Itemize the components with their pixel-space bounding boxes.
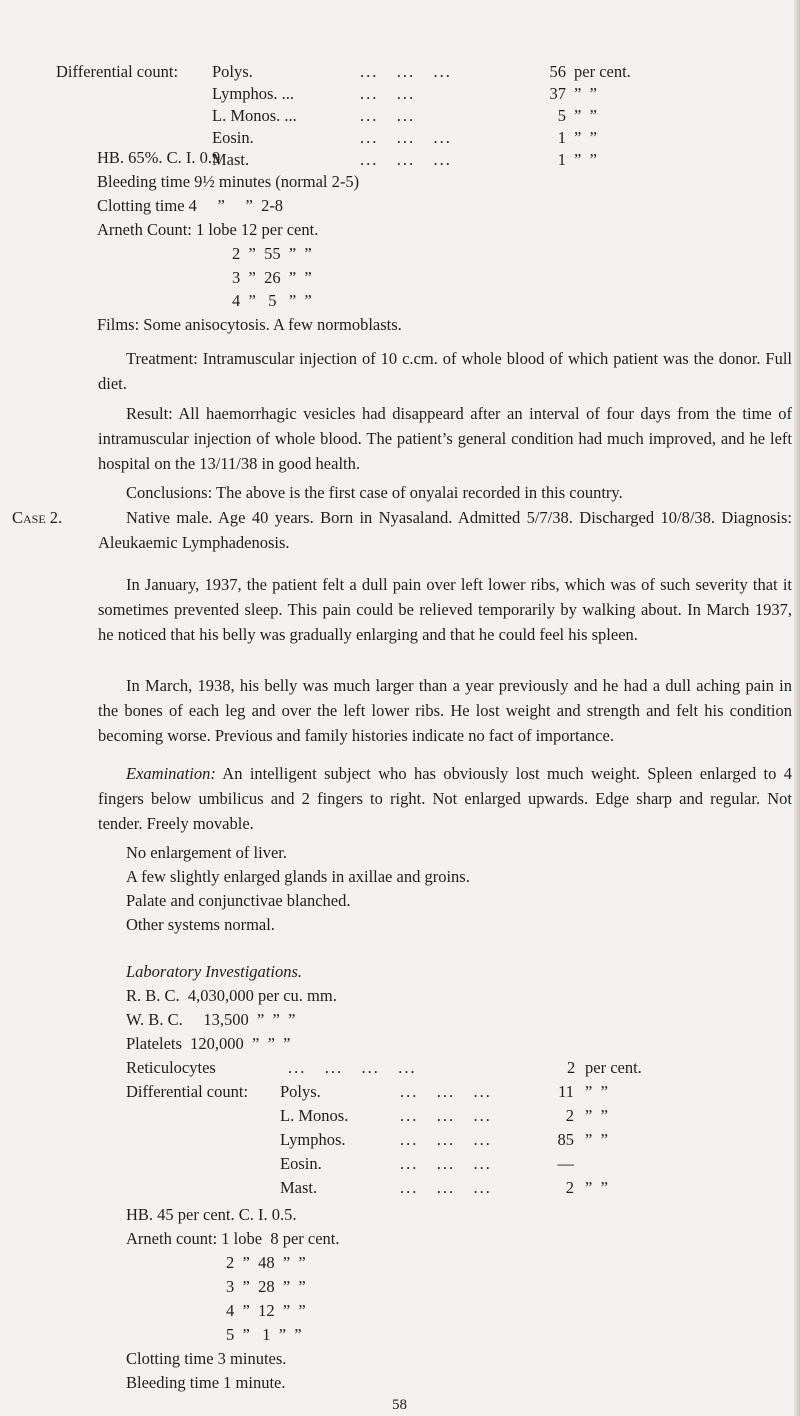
examination-paragraph	[98, 761, 792, 836]
history-paragraph-1: In January, 1937, the patient felt a dull pain over left lower ribs, which was of such severity that it sometimes prevented sleep. This pain could be relieved temporarily by walking about. In March 1937, he noticed that his belly was gradually enlarging and that he could feel his spleen.	[98, 575, 792, 644]
hb-line-case2: HB. 45 per cent. C. I. 0.5.	[126, 1205, 297, 1224]
bleeding-time-case2: Bleeding time 1 minute.	[126, 1373, 286, 1392]
differential-cell-value: —	[557, 1154, 574, 1173]
differential-cell-value: 37	[549, 84, 566, 103]
differential-leader: ... ... ...	[400, 1130, 492, 1149]
case2-intro: Native male. Age 40 years. Born in Nyasaland. Admitted 5/7/38. Discharged 10/8/38. Diagnosis: Aleukaemic Lymphadenosis.	[98, 508, 792, 552]
differential-cell-name: Polys.	[212, 62, 253, 81]
reticulocytes-leader: ... ... ... ...	[288, 1058, 417, 1077]
differential-cell-name: Mast.	[212, 150, 250, 169]
reticulocytes-unit: per cent.	[585, 1058, 642, 1077]
examination-text: An intelligent subject who has obviously lost much weight. Spleen enlarged to 4 fingers below umbilicus and 2 fingers to right. Not enlarged upwards. Edge sharp and regular. Not tender. Freely movable.	[98, 764, 793, 833]
differential-cell-name: Polys.	[280, 1082, 321, 1101]
arneth-count-4: 4 ” 5 ” ”	[232, 291, 312, 310]
reticulocytes-label: Reticulocytes	[126, 1058, 216, 1077]
differential-label-case2: Differential count:	[126, 1082, 249, 1101]
differential-cell-unit: per cent.	[574, 62, 631, 81]
finding-other: Other systems normal.	[126, 915, 275, 934]
arneth-count-2: 2 ” 55 ” ”	[232, 244, 312, 263]
conclusions-paragraph: Conclusions: The above is the first case of onyalai recorded in this country.	[126, 483, 623, 502]
differential-leader: ... ... ...	[400, 1154, 492, 1173]
differential-cell-unit: ” ”	[585, 1178, 608, 1197]
differential-cell-unit: ” ”	[585, 1130, 608, 1149]
arneth-case2-4: 4 ” 12 ” ”	[226, 1301, 306, 1320]
finding-palate: Palate and conjunctivae blanched.	[126, 891, 351, 910]
differential-cell-unit: ” ”	[574, 84, 597, 103]
differential-cell-name: Eosin.	[212, 128, 254, 147]
differential-cell-name: Lymphos.	[280, 1130, 346, 1149]
result-paragraph: Result: All haemorrhagic vesicles had disappeard after an interval of four days from the time of intramuscular injection of whole blood. The patient’s general condition had much improved, and he left hospital on the 13/11/38 in good health.	[98, 404, 792, 473]
arneth-case2-1: Arneth count: 1 lobe 8 per cent.	[126, 1229, 340, 1248]
differential-cell-unit: ” ”	[574, 106, 597, 125]
differential-leader: ... ... ...	[400, 1082, 492, 1101]
films-line: Films: Some anisocytosis. A few normoblasts.	[97, 315, 402, 334]
case-label: Case 2.	[12, 508, 63, 527]
arneth-case2-2: 2 ” 48 ” ”	[226, 1253, 306, 1272]
differential-cell-value: 56	[549, 62, 566, 81]
page-number: 58	[392, 1397, 407, 1413]
rbc-count: R. B. C. 4,030,000 per cu. mm.	[126, 986, 337, 1005]
differential-cell-unit: ” ”	[574, 150, 597, 169]
differential-cell-unit: ” ”	[574, 128, 597, 147]
finding-liver: No enlargement of liver.	[126, 843, 287, 862]
arneth-count-3: 3 ” 26 ” ”	[232, 268, 312, 287]
differential-cell-name: Lymphos. ...	[212, 84, 295, 103]
differential-cell-value: 1	[557, 128, 566, 147]
differential-cell-value: 11	[558, 1082, 574, 1101]
differential-cell-value: 2	[565, 1106, 574, 1125]
hb-line: HB. 65%. C. I. 0.9	[97, 148, 221, 167]
differential-leader: ... ...	[360, 84, 416, 103]
differential-cell-value: 2	[565, 1178, 574, 1197]
finding-glands: A few slightly enlarged glands in axillae and groins.	[126, 867, 470, 886]
arneth-case2-3: 3 ” 28 ” ”	[226, 1277, 306, 1296]
differential-cell-value: 1	[557, 150, 566, 169]
differential-cell-name: Eosin.	[280, 1154, 322, 1173]
differential-leader: ... ... ...	[360, 128, 452, 147]
differential-leader: ... ... ...	[400, 1178, 492, 1197]
treatment-paragraph: Treatment: Intramuscular injection of 10 c.cm. of whole blood of which patient was the donor. Full diet.	[98, 349, 792, 393]
platelets-count: Platelets 120,000 ” ” ”	[126, 1034, 291, 1053]
differential-leader: ... ...	[360, 106, 416, 125]
differential-leader: ... ... ...	[360, 150, 452, 169]
page-edge-shadow	[794, 0, 800, 1416]
reticulocytes-value: 2	[567, 1058, 576, 1077]
arneth-case2-5: 5 ” 1 ” ”	[226, 1325, 302, 1344]
bleeding-time: Bleeding time 9½ minutes (normal 2-5)	[97, 172, 360, 191]
differential-cell-unit: ” ”	[585, 1082, 608, 1101]
clotting-time: Clotting time 4 ” ” 2-8	[97, 196, 284, 215]
differential-cell-name: L. Monos. ...	[212, 106, 297, 125]
history-paragraph-2: In March, 1938, his belly was much larger than a year previously and he had a dull aching pain in the bones of each leg and over the left lower ribs. He lost weight and strength and felt his condition becoming worse. Previous and family histories indicate no fact of importance.	[98, 676, 792, 745]
examination-label: Examination:	[126, 764, 216, 783]
differential-label: Differential count:	[56, 62, 179, 81]
differential-cell-value: 5	[557, 106, 566, 125]
clotting-time-case2: Clotting time 3 minutes.	[126, 1349, 287, 1368]
differential-cell-value: 85	[557, 1130, 574, 1149]
arneth-count-1: Arneth Count: 1 lobe 12 per cent.	[97, 220, 319, 239]
wbc-count: W. B. C. 13,500 ” ” ”	[126, 1010, 296, 1029]
differential-leader: ... ... ...	[360, 62, 452, 81]
differential-cell-name: Mast.	[280, 1178, 318, 1197]
differential-cell-name: L. Monos.	[280, 1106, 349, 1125]
differential-leader: ... ... ...	[400, 1106, 492, 1125]
differential-cell-unit: ” ”	[585, 1106, 608, 1125]
lab-heading: Laboratory Investigations.	[126, 962, 302, 981]
